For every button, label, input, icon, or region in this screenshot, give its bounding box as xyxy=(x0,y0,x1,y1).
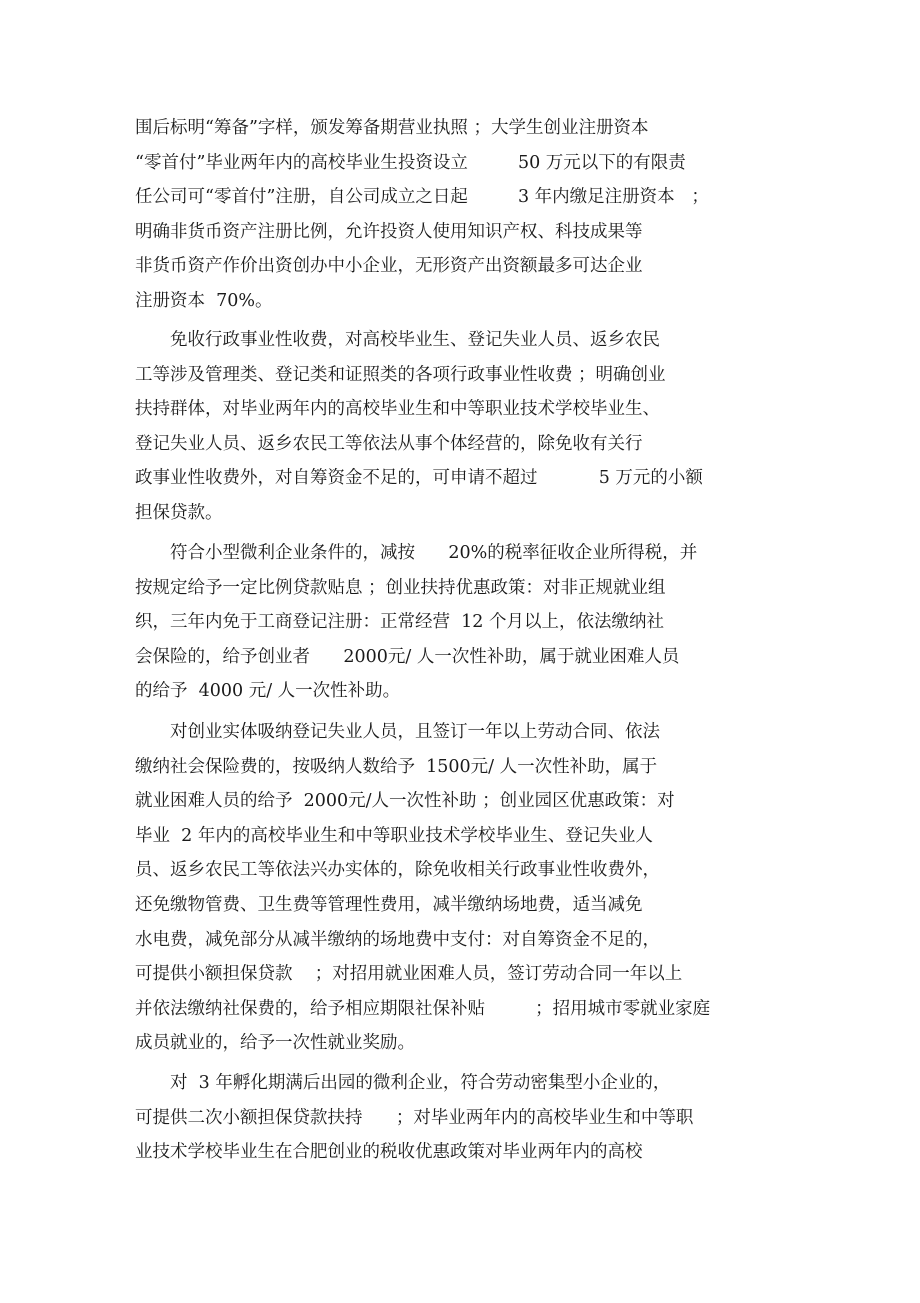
text-line: 围后标明“筹备”字样，颁发筹备期营业执照 ；大学生创业注册资本 xyxy=(135,118,649,138)
text-line: 业技术学校毕业生在合肥创业的税收优惠政策对毕业两年内的高校 xyxy=(135,1142,643,1163)
text-line: 员、返乡农民工等依法兴办实体的，除免收相关行政事业性收费外， xyxy=(135,860,660,881)
text-line: “零首付”毕业两年内的高校毕业生投资设立 50 万元以下的有限责 xyxy=(135,152,686,173)
paragraph-fee-exemption xyxy=(135,323,785,531)
text-line: 会保险的，给予创业者 2000元/ 人一次性补助，属于就业困难人员 xyxy=(135,646,680,667)
text-line: 还免缴物管费、卫生费等管理性费用，减半缴纳场地费，适当减免 xyxy=(135,894,643,915)
text-line: 对创业实体吸纳登记失业人员，且签订一年以上劳动合同、依法 xyxy=(170,722,660,742)
text-line: 任公司可“零首付”注册，自公司成立之日起 3 年内缴足注册资本 ； xyxy=(135,187,709,208)
text-line: 水电费，减免部分从减半缴纳的场地费中支付：对自筹资金不足的， xyxy=(135,929,660,950)
text-line: 担保贷款。 xyxy=(135,502,223,523)
text-line: 的给予 4000 元/ 人一次性补助。 xyxy=(135,681,401,702)
text-line: 工等涉及管理类、登记类和证照类的各项行政事业性收费 ；明确创业 xyxy=(135,364,666,385)
text-line: 明确非货币资产注册比例，允许投资人使用知识产权、科技成果等 xyxy=(135,221,643,242)
text-line: 缴纳社会保险费的，按吸纳人数给予 1500元/ 人一次性补助，属于 xyxy=(135,756,658,777)
text-line: 注册资本 70%。 xyxy=(135,290,273,311)
paragraph-registration-capital xyxy=(135,111,785,319)
text-line: 织，三年内免于工商登记注册：正常经营 12 个月以上，依法缴纳社 xyxy=(135,612,664,633)
text-line: 对 3 年孵化期满后出园的微利企业，符合劳动密集型小企业的， xyxy=(170,1073,671,1093)
text-line: 免收行政事业性收费，对高校毕业生、登记失业人员、返乡农民 xyxy=(170,330,660,350)
paragraph-small-enterprise-tax xyxy=(135,536,785,709)
text-line: 非货币资产作价出资创办中小企业，无形资产出资额最多可达企业 xyxy=(135,256,643,277)
text-line: 登记失业人员、返乡农民工等依法从事个体经营的，除免收有关行 xyxy=(135,433,643,454)
text-line: 并依法缴纳社保费的，给予相应期限社保补贴 ；招用城市零就业家庭 xyxy=(135,998,711,1019)
paragraph-incubation xyxy=(135,1066,785,1170)
text-line: 符合小型微利企业条件的，减按 20%的税率征收企业所得税，并 xyxy=(170,543,698,563)
text-line: 按规定给予一定比例贷款贴息 ；创业扶持优惠政策：对非正规就业组 xyxy=(135,577,666,598)
text-line: 就业困难人员的给予 2000元/人一次性补助 ；创业园区优惠政策：对 xyxy=(135,791,675,812)
text-line: 可提供二次小额担保贷款扶持 ；对毕业两年内的高校毕业生和中等职 xyxy=(135,1107,694,1128)
text-line: 扶持群体，对毕业两年内的高校毕业生和中等职业技术学校毕业生、 xyxy=(135,399,660,420)
text-line: 毕业 2 年内的高校毕业生和中等职业技术学校毕业生、登记失业人 xyxy=(135,825,653,846)
text-line: 可提供小额担保贷款 ；对招用就业困难人员，签订劳动合同一年以上 xyxy=(135,964,683,985)
text-line: 政事业性收费外，对自筹资金不足的，可申请不超过 5 万元的小额 xyxy=(135,468,703,489)
paragraph-employment-subsidy xyxy=(135,715,785,1061)
text-line: 成员就业的，给予一次性就业奖励。 xyxy=(135,1033,415,1054)
